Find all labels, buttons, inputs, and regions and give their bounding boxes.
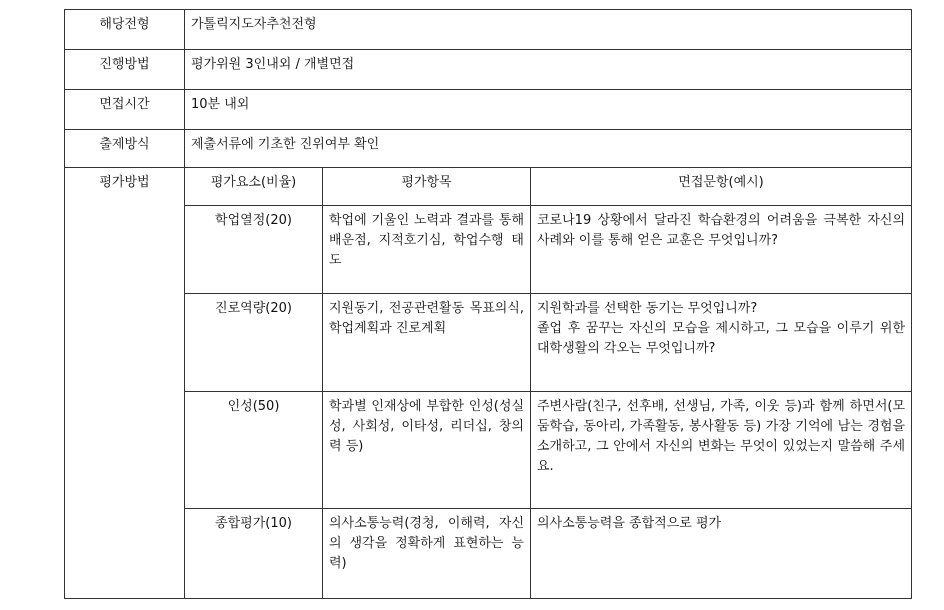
interview-question: 의사소통능력을 종합적으로 평가 xyxy=(531,509,912,599)
evaluation-element: 인성(50) xyxy=(185,392,323,509)
row-value: 제출서류에 기초한 진위여부 확인 xyxy=(185,130,912,168)
table-row xyxy=(65,392,912,509)
row-label: 해당전형 xyxy=(65,10,185,50)
column-header-element: 평가요소(비율) xyxy=(185,168,323,206)
interview-question xyxy=(531,294,912,392)
table-row-admission-type xyxy=(65,10,912,50)
row-value: 평가위원 3인내외 / 개별면접 xyxy=(185,50,912,90)
question-line: 졸업 후 꿈꾸는 자신의 모습을 제시하고, 그 모습을 이루기 위한 대학생활의 각오는 무엇입니까? xyxy=(537,321,906,356)
row-value: 10분 내외 xyxy=(185,90,912,130)
table-row-question-method xyxy=(65,130,912,168)
interview-evaluation-table xyxy=(64,9,912,599)
evaluation-criteria: 학과별 인재상에 부합한 인성(성실성, 사회성, 이타성, 리더십, 창의력 등) xyxy=(323,392,531,509)
table-row-method-header xyxy=(65,168,912,206)
question-line: 지원학과를 선택한 동기는 무엇입니까? xyxy=(537,301,758,316)
evaluation-criteria: 지원동기, 전공관련활동 목표의식, 학업계획과 진로계획 xyxy=(323,294,531,392)
evaluation-element: 학업열정(20) xyxy=(185,206,323,294)
table-row-procedure xyxy=(65,50,912,90)
row-label: 진행방법 xyxy=(65,50,185,90)
column-header-questions: 면접문항(예시) xyxy=(531,168,912,206)
row-label: 출제방식 xyxy=(65,130,185,168)
table-row xyxy=(65,294,912,392)
evaluation-element: 진로역량(20) xyxy=(185,294,323,392)
table-row xyxy=(65,509,912,599)
column-header-criteria: 평가항목 xyxy=(323,168,531,206)
table-row xyxy=(65,206,912,294)
evaluation-criteria: 의사소통능력(경청, 이해력, 자신의 생각을 정확하게 표현하는 능력) xyxy=(323,509,531,599)
evaluation-element: 종합평가(10) xyxy=(185,509,323,599)
interview-question: 코로나19 상황에서 달라진 학습환경의 어려움을 극복한 자신의 사례와 이를 통해 얻은 교훈은 무엇입니까? xyxy=(531,206,912,294)
table-row-interview-time xyxy=(65,90,912,130)
row-value: 가톨릭지도자추천전형 xyxy=(185,10,912,50)
interview-question: 주변사람(친구, 선후배, 선생님, 가족, 이웃 등)과 함께 하면서(모둠학습, 동아리, 가족활동, 봉사활동 등) 가장 기억에 남는 경험을 소개하고, 그 안에서 자신의 변화는 무엇이 있었는지 말씀해 주세요. xyxy=(531,392,912,509)
row-label: 면접시간 xyxy=(65,90,185,130)
evaluation-criteria: 학업에 기울인 노력과 결과를 통해 배운점, 지적호기심, 학업수행 태도 xyxy=(323,206,531,294)
method-label: 평가방법 xyxy=(65,168,185,599)
